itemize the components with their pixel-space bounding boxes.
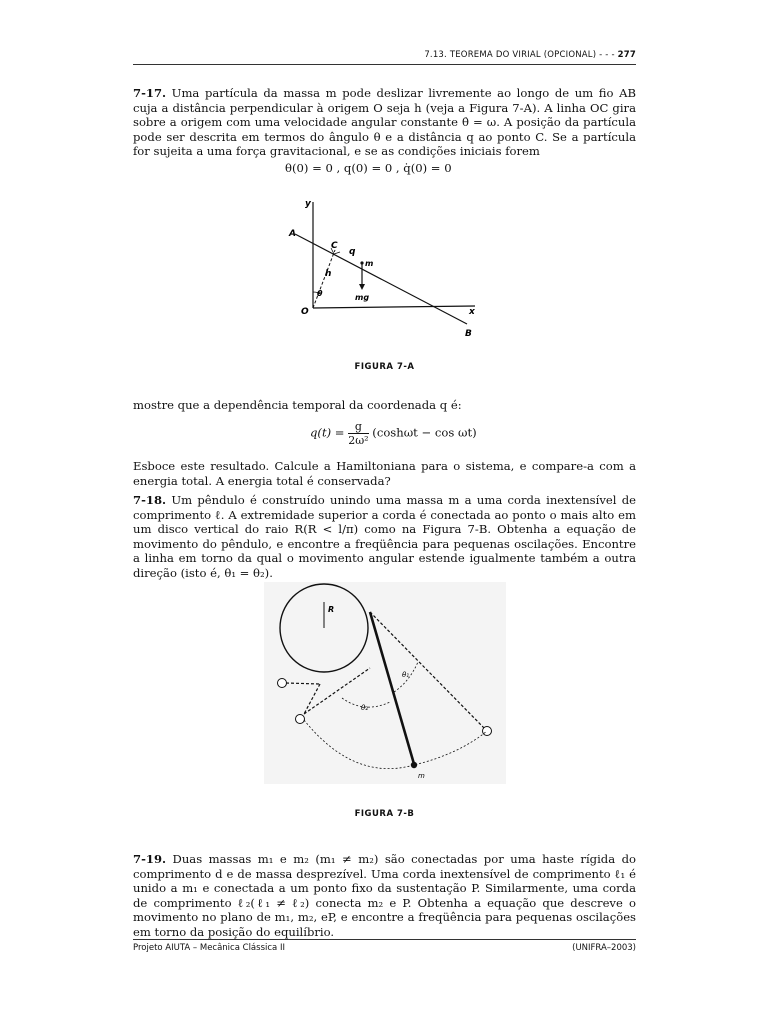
figure-7-b [264,582,506,784]
label-r: R [328,605,335,614]
problem-number: 7-19. [133,852,167,866]
problem-number: 7-18. [133,493,167,507]
problem-7-17-sketch: Esboce este resultado. Calcule a Hamiltoniana para o sistema, e compare-a com a energia total. A energia total é conservada? [133,459,636,488]
label-x: x [469,307,475,317]
header-rule [133,64,636,65]
label-theta: θ [317,289,323,298]
eq-numerator: g [348,420,368,434]
left-extreme-mass-lower [296,715,305,724]
pendulum-mass [411,762,417,768]
q-equation [310,420,477,447]
line-oc [313,250,335,308]
problem-7-17 [133,86,636,159]
particle [360,261,363,264]
x-axis [313,306,475,308]
initial-conditions: θ(0) = 0 , q(0) = 0 , q̇(0) = 0 [285,161,452,175]
running-header [133,50,636,60]
figure-background [264,582,506,784]
right-extreme-mass [483,727,492,736]
eq-lhs: q(t) = [310,425,345,440]
footer-project: Projeto AIUTA – Mecânica Clássica II [133,943,285,953]
caption-7-b: FIGURA 7-B [354,809,415,819]
figure-7-a [285,196,485,346]
problem-text: Duas massas m₁ e m₂ (m₁ ≠ m₂) são conectadas por uma haste rígida do comprimento d e de massa desprezível. Uma corda inextensível de comprimento ℓ₁ é unido a m₁ e conectada a um ponto fixo da sustentação P. Similarmente, uma corda de comprimento ℓ₂(ℓ₁ ≠ ℓ₂) conecta m₂ e P. Obtenha a equação que descreve o movimento no plano de m₁, m₂, eP, e encontre a freqüência para pequenas oscilações em torno da posição do equilíbrio. [133,852,637,939]
footer-rule [133,939,636,940]
problem-7-17-show: mostre que a dependência temporal da coordenada q é: [133,398,462,412]
label-o: O [301,307,309,317]
problem-number: 7-17. [133,86,167,100]
label-b: B [465,329,472,339]
eq-fraction [348,420,368,447]
label-theta1: θ₁ [402,671,410,679]
problem-7-19 [133,852,636,940]
header-section: 7.13. TEOREMA DO VIRIAL (OPCIONAL) - - - [424,50,615,60]
label-theta2: θ₂ [361,704,369,712]
label-m: m [365,259,374,268]
wire-ab [295,234,467,324]
problem-7-18 [133,493,636,581]
label-q: q [349,247,356,257]
left-extreme-mass-upper [278,679,287,688]
problem-text: Um pêndulo é construído unindo uma massa m a uma corda inextensível de comprimento ℓ. A extremidade superior a corda é conectada ao ponto o mais alto em um disco vertical do raio R(R < l/π) como na Figura 7-B. Obtenha a equação de movimento do pêndulo, e encontre a freqüência para pequenas oscilações. Encontre a linha em torno da qual o movimento angular estende igualmente também a outra direção (isto é, θ₁ = θ₂). [133,493,637,580]
label-h: h [325,269,332,279]
label-mg: mg [355,293,370,302]
gravity-arrowhead [359,284,365,290]
label-m: m [418,772,425,780]
label-a: A [289,229,296,239]
label-y: y [305,199,311,209]
page-number: 277 [617,50,636,60]
caption-7-a: FIGURA 7-A [354,362,415,372]
eq-rhs: (coshωt − cos ωt) [372,425,477,440]
problem-text: Uma partícula da massa m pode deslizar livremente ao longo de um fio AB cuja a distância perpendicular à origem O seja h (veja a Figura 7-A). A linha OC gira sobre a origem com uma velocidade angular constante θ̇ = ω. A posição da partícula pode ser descrita em termos do ângulo θ e a distância q ao ponto C. Se a partícula for sujeita a uma força gravitacional, e se as condições iniciais forem [133,86,636,159]
footer-year: (UNIFRA–2003) [572,943,636,953]
label-c: C [331,241,338,251]
eq-denominator: 2ω² [348,434,369,447]
